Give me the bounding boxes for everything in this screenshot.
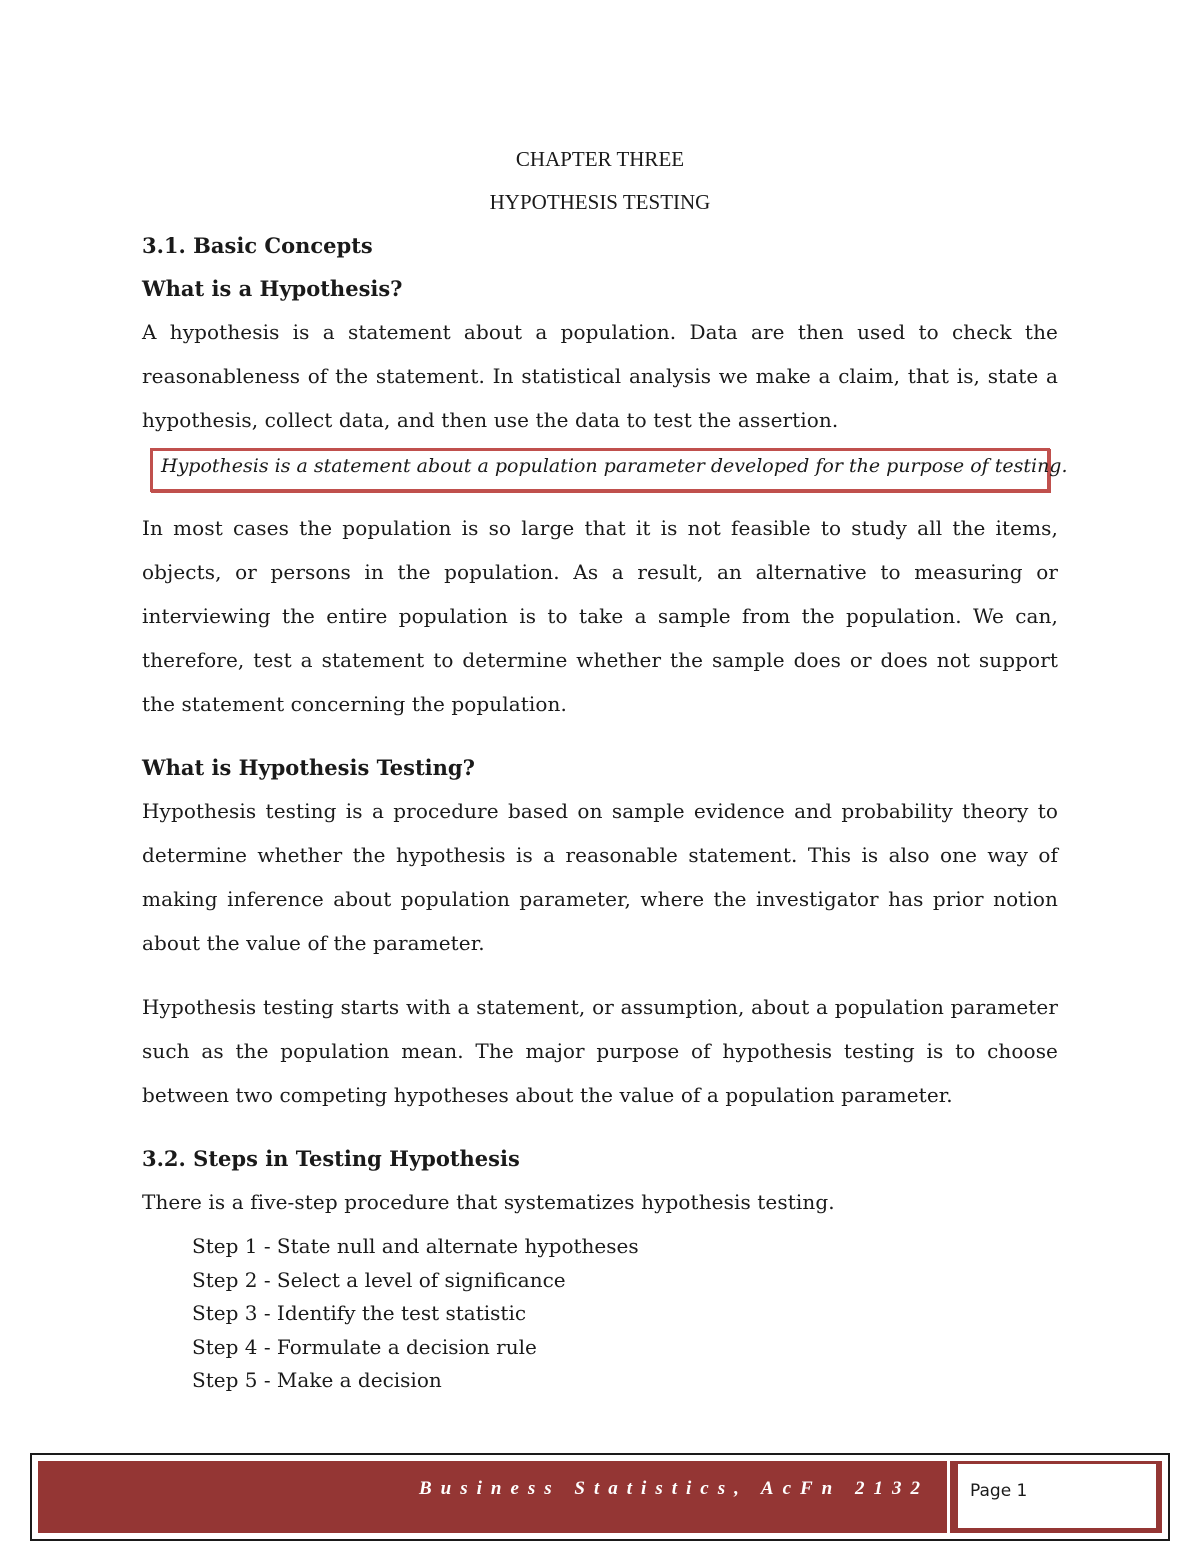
list-item: Step 5 - Make a decision	[192, 1368, 442, 1393]
subheading-what-is-hypothesis-testing: What is Hypothesis Testing?	[142, 755, 475, 780]
paragraph-population-sampling: In most cases the population is so large that it is not feasible to study all the items, objects, or persons in the population. As a result, an alternative to measuring or interviewing the entire population is to take a sample from the population. We can, therefore, test a statement to determine whether the sample does or does not support the statement concerning the population.	[142, 516, 1058, 716]
chapter-number: CHAPTER THREE	[515, 147, 685, 171]
list-item: Step 1 - State null and alternate hypotheses	[192, 1234, 639, 1258]
section-heading-3-2: 3.2. Steps in Testing Hypothesis	[142, 1146, 520, 1171]
footer-course-cell	[38, 1461, 950, 1533]
page-content	[142, 138, 1068, 1398]
spacer	[142, 726, 1058, 746]
paragraph-hypothesis-definition: A hypothesis is a statement about a population. Data are then used to check the reasonableness of the statement. In statistical analysis we make a claim, that is, state a hypothesis, collect data, and then use the data to test the assertion.	[142, 320, 1058, 432]
list-item: Step 2 - Select a level of significance	[192, 1267, 566, 1292]
subheading-what-is-hypothesis: What is a Hypothesis?	[142, 276, 403, 301]
footer-course-title: Business Statistics, AcFn 2132	[418, 1478, 929, 1499]
spacer	[142, 1117, 1058, 1137]
section-heading-3-1: 3.1. Basic Concepts	[142, 233, 373, 258]
page-number: Page 1	[970, 1481, 1028, 1501]
steps-list	[192, 1230, 1058, 1398]
definition-callout-text: Hypothesis is a statement about a population parameter developed for the purpose of testing.	[161, 455, 1068, 477]
paragraph-hypothesis-testing-definition: Hypothesis testing is a procedure based on sample evidence and probability theory to determine whether the hypothesis is a reasonable statement. This is also one way of making inference about population parameter, where the investigator has prior notion about the value of the parameter.	[142, 799, 1058, 955]
list-item: Step 4 - Formulate a decision rule	[192, 1334, 537, 1359]
definition-callout-box	[150, 448, 1068, 492]
paragraph-hypothesis-testing-purpose: Hypothesis testing starts with a statement, or assumption, about a population parameter such as the population mean. The major purpose of hypothesis testing is to choose between two competing hypotheses about the value of a population parameter.	[142, 995, 1058, 1107]
list-item: Step 3 - Identify the test statistic	[192, 1301, 527, 1326]
spacer	[142, 965, 1058, 985]
footer-page-box	[956, 1461, 1162, 1533]
paragraph-five-step-intro: There is a five-step procedure that systematizes hypothesis testing.	[142, 1190, 835, 1214]
chapter-title: HYPOTHESIS TESTING	[489, 190, 711, 214]
footer-page-cell	[956, 1461, 1161, 1533]
footer-band	[38, 1461, 1162, 1533]
page-footer	[30, 1453, 1170, 1541]
